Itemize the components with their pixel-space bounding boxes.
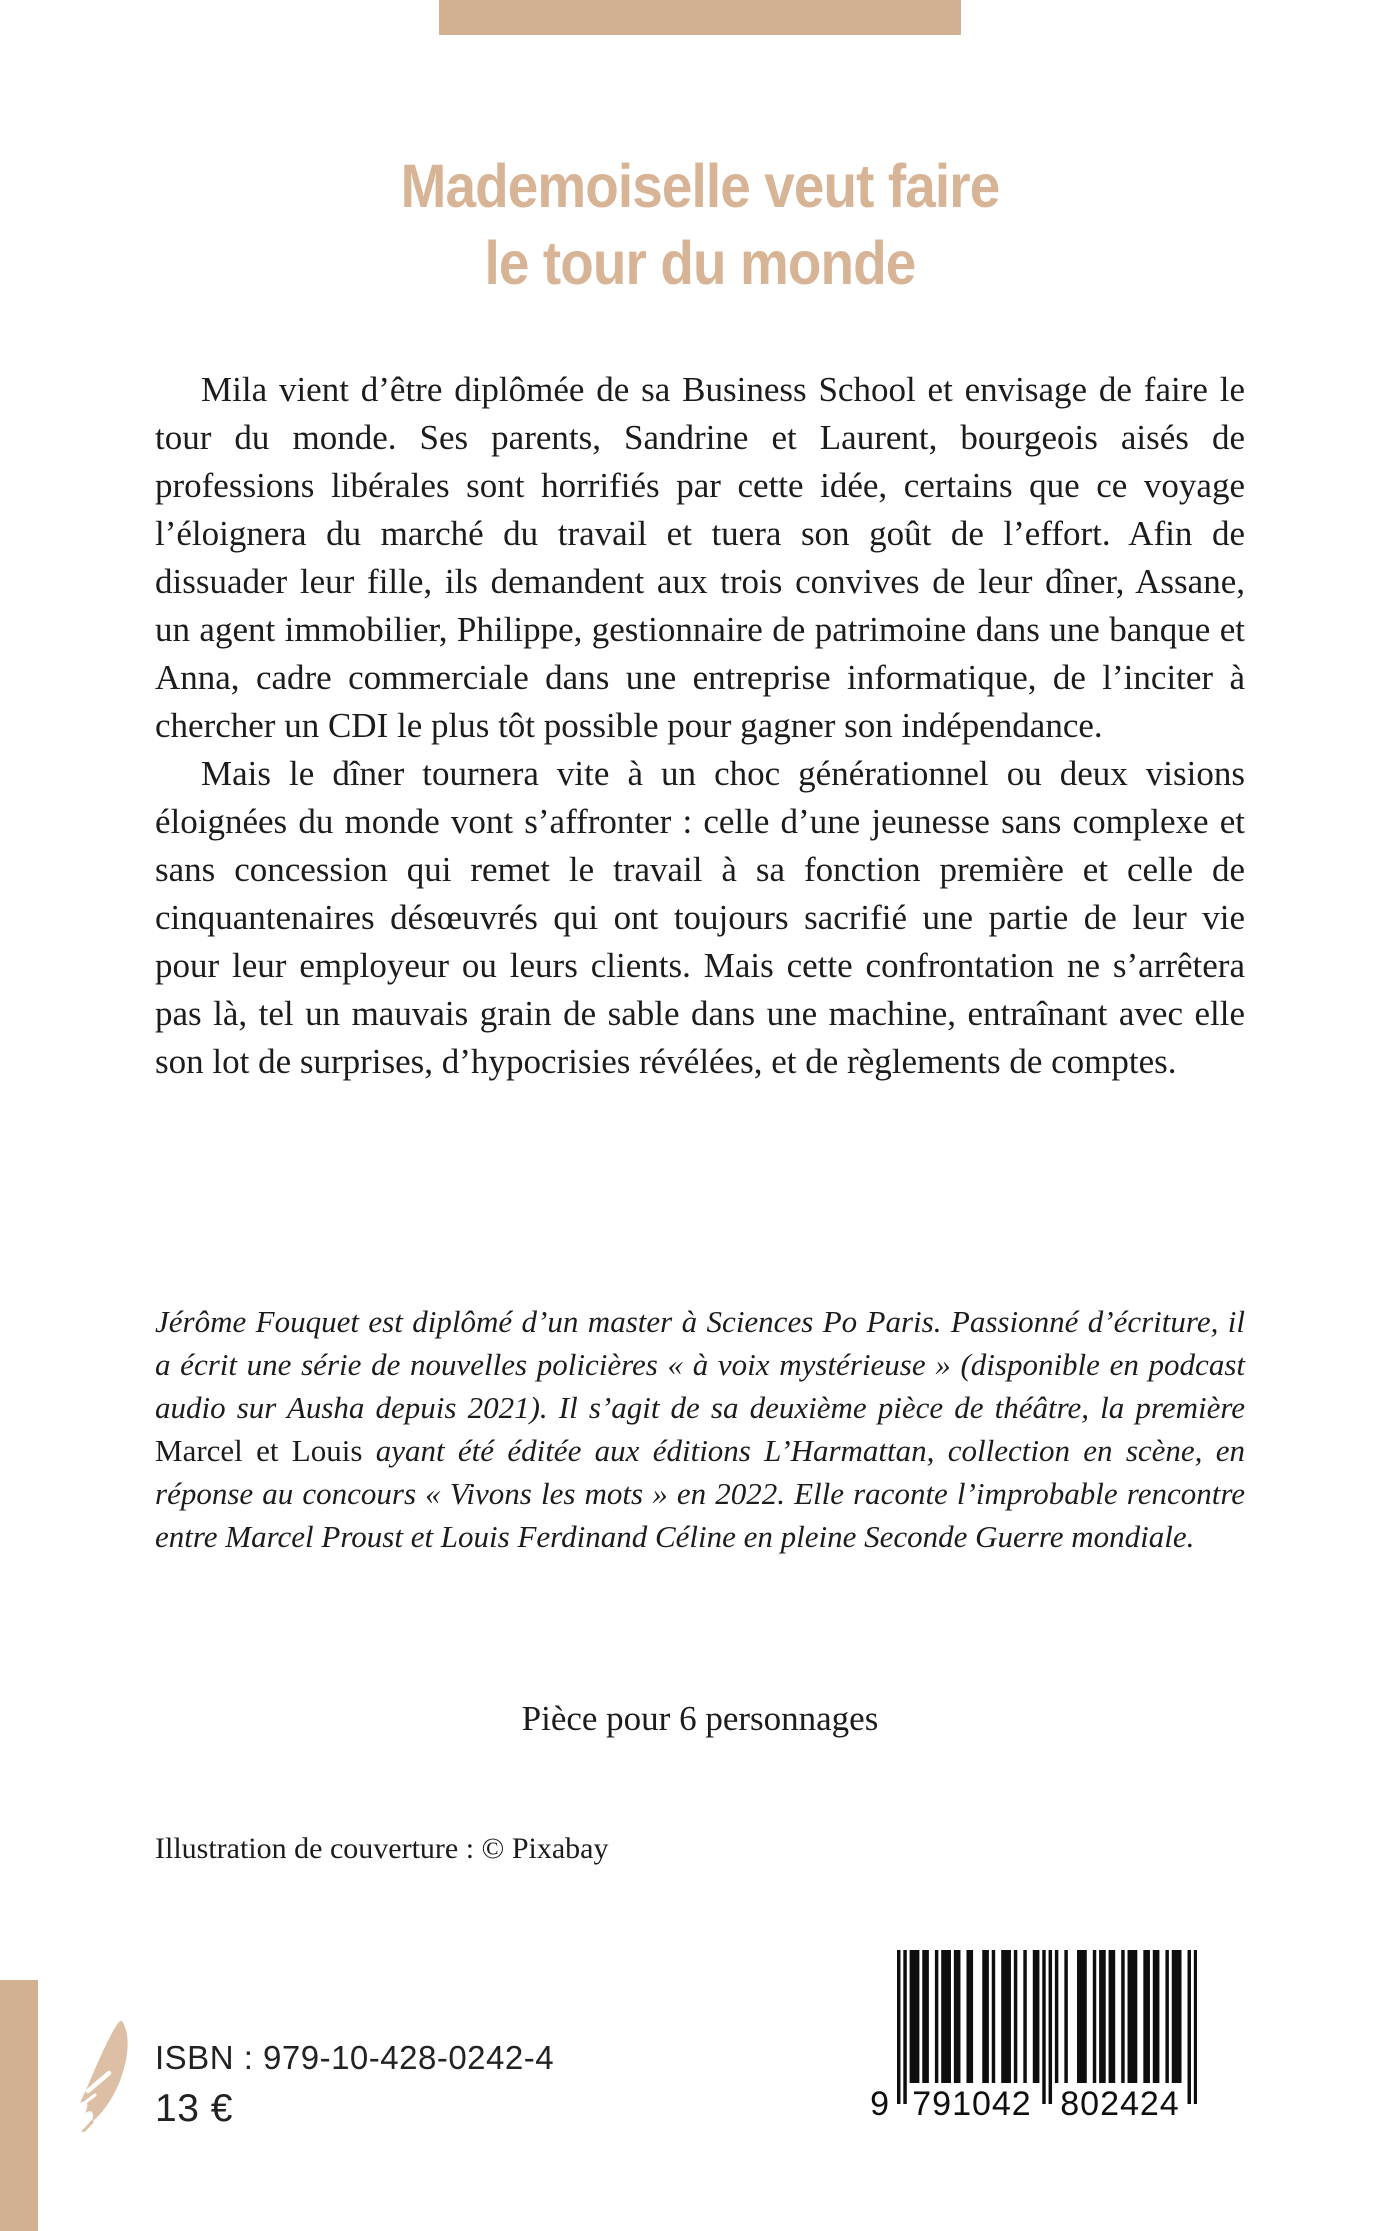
barcode-digits-left: 791042 [908,2086,1036,2122]
ean13-barcode [850,1950,1210,2130]
author-bio-part-1: Jérôme Fouquet est diplômé d’un master à Sciences Po Paris. Passionné d’écriture, il a écrit une série de nouvelles policières « à voix mystérieuse » (disponible en podcast audio sur Ausha depuis 2021). Il s’agit de sa deuxième pièce de théâtre, la première [155,1304,1245,1425]
synopsis [155,366,1245,1086]
book-title [70,148,1330,302]
cast-note: Pièce pour 6 personnages [521,1699,879,1738]
author-bio-part-2: ayant été éditée aux éditions L’Harmattan, collection en scène, en réponse au concours « Vivons les mots » en 2022. Elle raconte l’improbable rencontre entre Marcel Proust et Louis Ferdinand Céline en pleine Seconde Guerre mondiale. [155,1433,1245,1554]
author-bio-book-title: Marcel et Louis [155,1433,363,1468]
book-title-line-2: le tour du monde [484,229,916,297]
synopsis-paragraph-1: Mila vient d’être diplômée de sa Business School et envisage de faire le tour du monde. Ses parents, Sandrine et Laurent, bourgeois aisés de professions libérales sont horrifiés par cette idée, certains que ce voyage l’éloignera du marché du travail et tuera son goût de l’effort. Afin de dissuader leur fille, ils demandent aux trois convives de leur dîner, Assane, un agent immobilier, Philippe, gestionnaire de patrimoine dans une banque et Anna, cadre commerciale dans une entreprise informatique, de l’inciter à chercher un CDI le plus tôt possible pour gagner son indépendance. [155,370,1245,745]
cover-illustration-credit: Illustration de couverture : © Pixabay [155,1832,609,1865]
price: 13 € [155,2087,233,2130]
feather-icon [76,2018,130,2132]
top-accent-tab [439,0,961,35]
synopsis-paragraph-2: Mais le dîner tournera vite à un choc générationnel ou deux visions éloignées du monde vont s’affronter : celle d’une jeunesse sans complexe et sans concession qui remet le travail à sa fonction première et celle de cinquantenaires désœuvrés qui ont toujours sacrifié une partie de leur vie pour leur employeur ou leurs clients. Mais cette confrontation ne s’arrêtera pas là, tel un mauvais grain de sable dans une machine, entraînant avec elle son lot de surprises, d’hypocrisies révélées, et de règlements de comptes. [155,754,1245,1081]
left-accent-bar [0,1980,38,2231]
author-bio [155,1300,1245,1558]
isbn-block [155,2036,554,2134]
barcode-bars [897,1950,1197,2106]
isbn-number: ISBN : 979-10-428-0242-4 [155,2039,555,2076]
book-title-line-1: Mademoiselle veut faire [400,152,1000,220]
barcode-digits-right: 802424 [1056,2086,1184,2122]
barcode-digit-lead: 9 [850,2086,890,2122]
